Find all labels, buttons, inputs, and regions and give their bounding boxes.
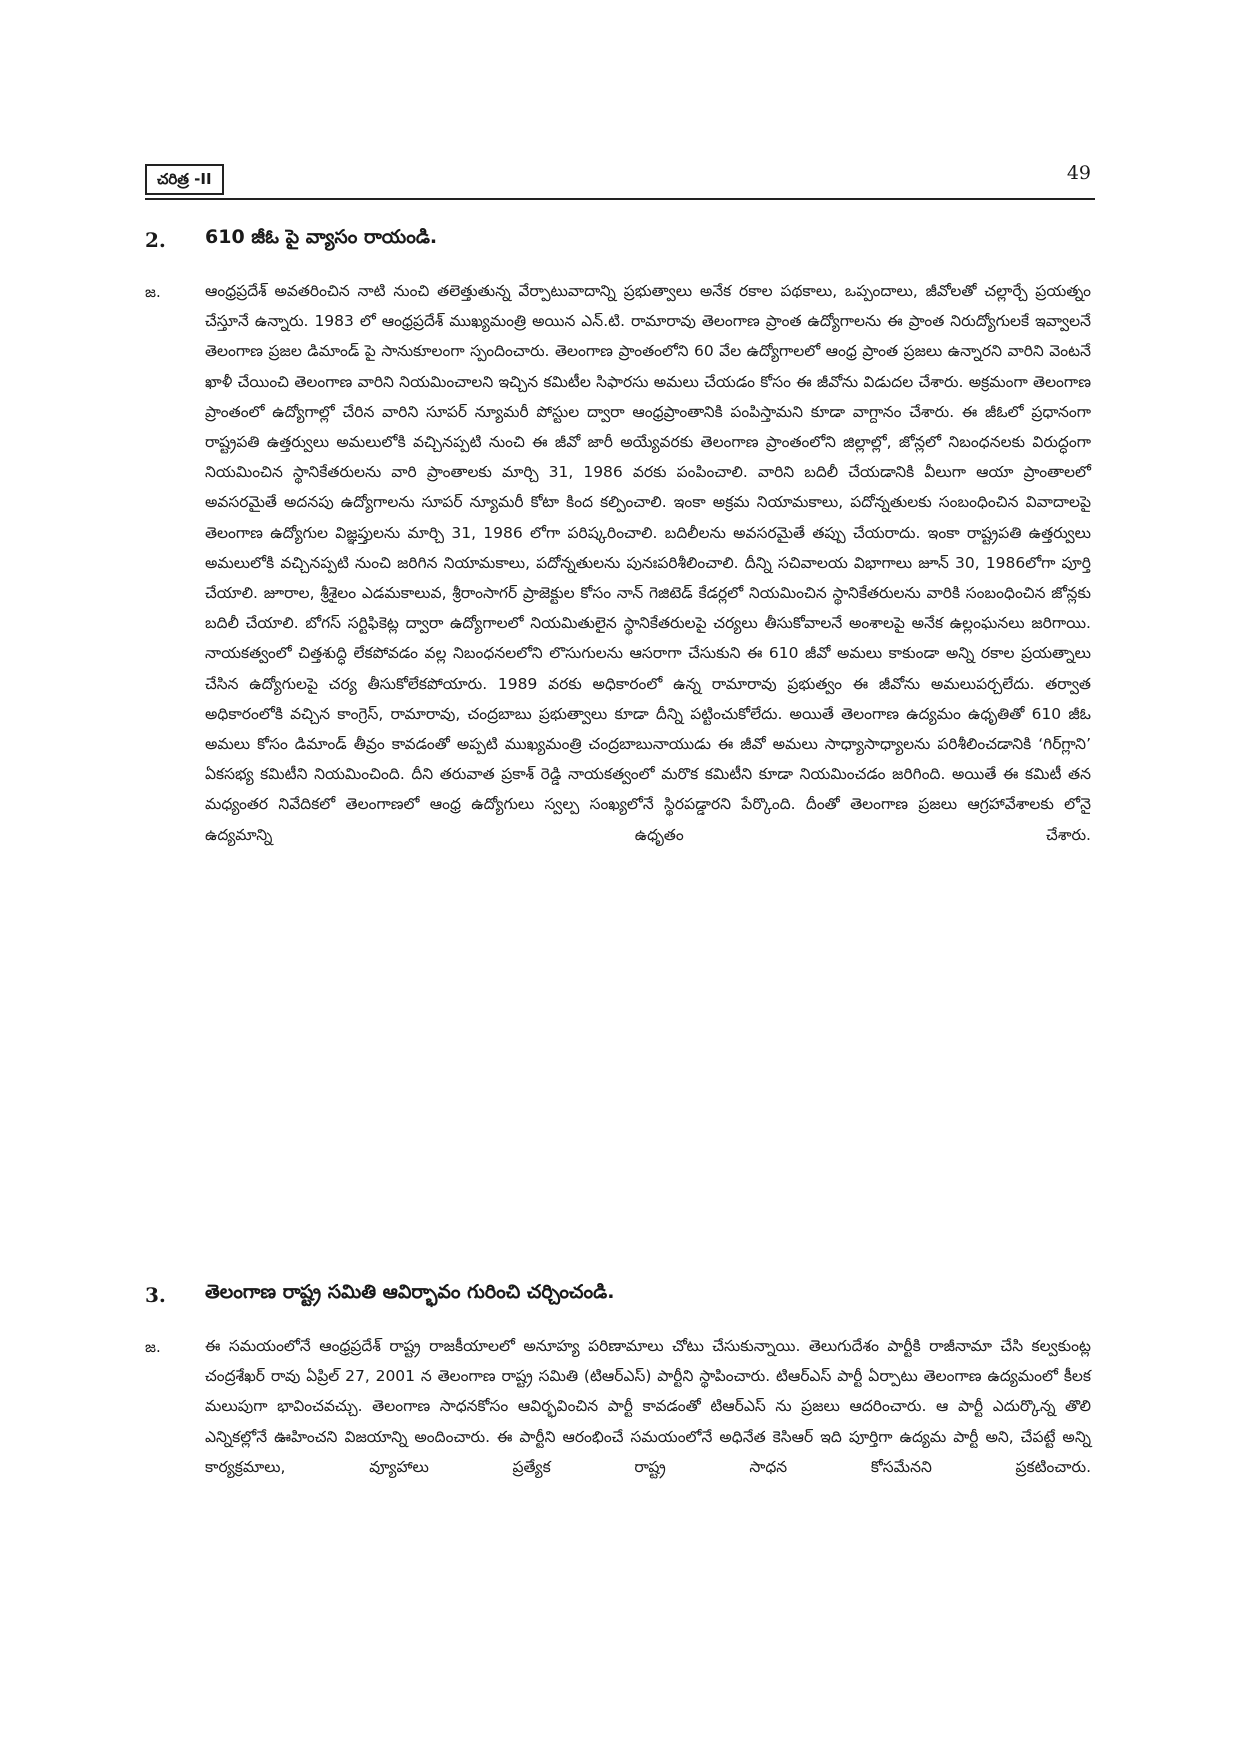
answer-text [205,276,1091,1266]
page-number: 49 [1066,162,1091,184]
answer-paragraph: ఈ సమయంలోనే ఆంధ్రప్రదేశ్ రాష్ట్ర రాజకీయాలలో అనూహ్య పరిణామాలు చోటు చేసుకున్నాయి. తెలుగుదేశం పార్టీకి రాజీనామా చేసి కల్వకుంట్ల చంద్రశేఖర్ రావు ఏప్రిల్ 27, 2001 న తెలంగాణ రాష్ట్ర సమితి (టిఆర్ఎస్) పార్టీని స్థాపించారు. టిఆర్ఎస్ పార్టీ ఏర్పాటు తెలంగాణ ఉద్యమంలో కీలక మలుపుగా భావించవచ్చు. తెలంగాణ సాధనకోసం ఆవిర్భవించిన పార్టీ కావడంతో టిఆర్ఎస్ ను ప్రజలు ఆదరించారు. ఆ పార్టీ ఎదుర్కొన్న తొలి ఎన్నికల్లోనే ఊహించని విజయాన్ని అందించారు. ఈ పార్టీని ఆరంభించే సమయంలోనే అధినేత కెసిఆర్ ఇది పూర్తిగా ఉద్యమ పార్టీ అని, చేపట్టే అన్ని కార్యక్రమాలు, వ్యూహాలు ప్రత్యేక రాష్ట్ర సాధన కోసమేనని ప్రకటించారు. [205,1337,1091,1476]
question-title: 610 జీఓ పై వ్యాసం రాయండి. [205,226,438,248]
answer-paragraph: ఆంధ్రప్రదేశ్ అవతరించిన నాటి నుంచి తలెత్తుతున్న వేర్పాటువాదాన్ని ప్రభుత్వాలు అనేక రకాల పథకాలు, ఒప్పందాలు, జీవోలతో చల్లార్చే ప్రయత్నం చేస్తూనే ఉన్నారు. 1983 లో ఆంధ్రప్రదేశ్ ముఖ్యమంత్రి అయిన ఎన్.టి. రామారావు తెలంగాణ ప్రాంత ఉద్యోగాలను ఈ ప్రాంత నిరుద్యోగులకే ఇవ్వాలనే తెలంగాణ ప్రజల డిమాండ్ పై సానుకూలంగా స్పందించారు. తెలంగాణ ప్రాంతంలోని 60 వేల ఉద్యోగాలలో ఆంధ్ర ప్రాంత ప్రజలు ఉన్నారని వారిని వెంటనే ఖాళీ చేయించి తెలంగాణ వారిని నియమించాలని ఇచ్చిన కమిటీల సిఫారసు అమలు చేయడం కోసం ఈ జీవోను విడుదల చేశారు. అక్రమంగా తెలంగాణ ప్రాంతంలో ఉద్యోగాల్లో చేరిన వారిని సూపర్ న్యూమరీ పోస్టుల ద్వారా ఆంధ్రప్రాంతానికి పంపిస్తామని కూడా వాగ్దానం చేశారు. ఈ జీఓలో ప్రధానంగా రాష్ట్రపతి ఉత్తర్వులు అమలులోకి వచ్చినప్పటి నుంచి ఈ జీవో జారీ అయ్యేవరకు తెలంగాణ ప్రాంతంలోని జిల్లాల్లో, జోన్లలో నిబంధనలకు విరుద్ధంగా నియమించిన స్థానికేతరులను వారి ప్రాంతాలకు మార్చి 31, 1986 వరకు పంపించాలి. వారిని బదిలీ చేయడానికి వీలుగా ఆయా ప్రాంతాలలో అవసరమైతే అదనపు ఉద్యోగాలను సూపర్ న్యూమరీ కోటా కింద కల్పించాలి. ఇంకా అక్రమ నియామకాలు, పదోన్నతులకు సంబంధించిన వివాదాలపై తెలంగాణ ఉద్యోగుల విజ్ఞప్తులను మార్చి 31, 1986 లోగా పరిష్కరించాలి. బదిలీలను అవసరమైతే తప్పు చేయరాదు. ఇంకా రాష్ట్రపతి ఉత్తర్వులు అమలులోకి వచ్చినప్పటి నుంచి జరిగిన నియామకాలు, పదోన్నతులను పునఃపరిశీలించాలి. దీన్ని సచివాలయ విభాగాలు జూన్ 30, 1986లోగా పూర్తి చేయాలి. జూరాల, శ్రీశైలం ఎడమకాలువ, శ్రీరాంసాగర్ ప్రాజెక్టుల కోసం నాన్ గెజిటెడ్ కేడర్లలో నియమించిన స్థానికేతరులను వారికి సంబంధించిన జోన్లకు బదిలీ చేయాలి. బోగస్ సర్టిఫికెట్ల ద్వారా ఉద్యోగాలలో నియమితులైన స్థానికేతరులపై చర్యలు తీసుకోవాలనే అంశాలపై అనేక ఉల్లంఘనలు జరిగాయి. నాయకత్వంలో చిత్తశుద్ధి లేకపోవడం వల్ల నిబంధనలలోని లొసుగులను ఆసరాగా చేసుకుని ఈ 610 జీవో అమలు కాకుండా అన్ని రకాల ప్రయత్నాలు చేసిన ఉద్యోగులపై చర్య తీసుకోలేకపోయారు. 1989 వరకు అధికారంలో ఉన్న రామారావు ప్రభుత్వం ఈ జీవోను అమలుపర్చలేదు. తర్వాత అధికారంలోకి వచ్చిన కాంగ్రెస్, రామారావు, చంద్రబాబు ప్రభుత్వాలు కూడా దీన్ని పట్టించుకోలేదు. అయితే తెలంగాణ ఉద్యమం ఉధృతితో 610 జీఓ అమలు కోసం డిమాండ్ తీవ్రం కావడంతో అప్పటి ముఖ్యమంత్రి చంద్రబాబునాయుడు ఈ జీవో అమలు సాధ్యాసాధ్యాలను పరిశీలించడానికి ‘గిర్‌గ్లాని’ ఏకసభ్య కమిటీని నియమించింది. దీని తరువాత ప్రకాశ్ రెడ్డి నాయకత్వంలో మరొక కమిటీని కూడా నియమించడం జరిగింది. అయితే ఈ కమిటీ తన మధ్యంతర నివేదికలో తెలంగాణలో ఆంధ్ర ఉద్యోగులు స్వల్ప సంఖ్యలోనే స్థిరపడ్డారని పేర్కొంది. దీంతో తెలంగాణ ప్రజలు ఆగ్రహావేశాలకు లోనై ఉద్యమాన్ని ఉధృతం చేశారు. [205,282,1091,844]
question-number: 2. [145,228,166,252]
answer-text [205,1331,1091,1531]
subject-label: చరిత్ర -II [145,164,224,195]
answer-label: జ. [145,283,161,301]
page-header [145,160,1095,200]
answer-label: జ. [145,1338,161,1356]
question-title: తెలంగాణ రాష్ట్ర సమితి ఆవిర్భావం గురించి చర్చించండి. [205,1281,615,1303]
question-number: 3. [145,1283,166,1307]
